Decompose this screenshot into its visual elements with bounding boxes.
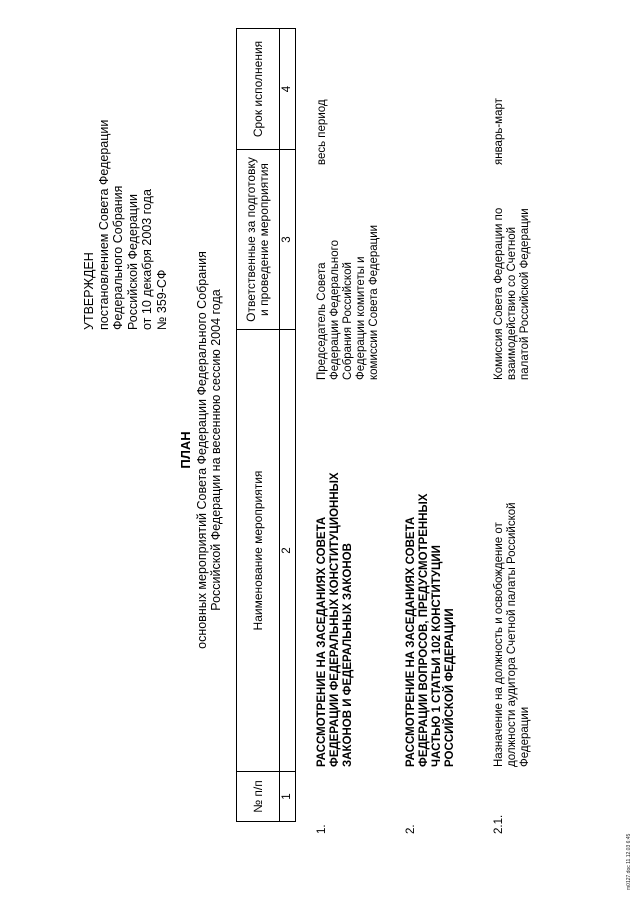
column-number: 4: [280, 29, 296, 150]
column-number: 3: [280, 150, 296, 330]
approval-line: Федерального Собрания: [111, 185, 125, 330]
file-reference: m0127.doc 11.12.03 6:45: [626, 833, 632, 890]
row-number: 2.1.: [493, 814, 505, 834]
row-event-name: Назначение на должность и освобождение от должности аудитора Счетной палаты Российской Федерации: [493, 502, 531, 767]
header-number: № п/п: [237, 772, 280, 822]
row-deadline: январь-март: [493, 98, 505, 165]
header-event-name: Наименование мероприятия: [237, 330, 280, 772]
plan-table-header: [236, 28, 296, 822]
subtitle-line: Российской Федерации на весеннюю сессию 2004 года: [209, 289, 223, 611]
approval-line: постановлением Совета Федерации: [96, 119, 111, 330]
subtitle-line: основных мероприятий Совета Федерации Федерального Собрания: [195, 251, 209, 649]
row-number: 2.: [405, 824, 417, 834]
row-responsible: Комиссия Совета Федерации по взаимодействию со Счетной палатой Российской Федерации: [493, 207, 531, 380]
header-deadline: Срок исполнения: [237, 29, 280, 150]
document-title: ПЛАН: [178, 431, 193, 469]
row-number: 1.: [316, 824, 328, 834]
row-event-name: РАССМОТРЕНИЕ НА ЗАСЕДАНИЯХ СОВЕТА ФЕДЕРАЦИИ ФЕДЕРАЛЬНЫХ КОНСТИТУЦИОННЫХ ЗАКОНОВ И ФЕДЕРАЛЬНЫХ ЗАКОНОВ: [316, 472, 354, 767]
approval-line: УТВЕРЖДЕН: [82, 252, 96, 330]
row-deadline: весь период: [316, 99, 328, 165]
column-number: 2: [280, 330, 296, 772]
header-responsible: Ответственные за подготовку и проведение мероприятия: [237, 150, 280, 330]
row-responsible: Председатель Совета Федерации Федерального Собрания Российской Федерации комитеты и комиссии Совета Федерации: [316, 224, 380, 380]
approval-line: Российской Федерации: [125, 194, 140, 330]
row-event-name: РАССМОТРЕНИЕ НА ЗАСЕДАНИЯХ СОВЕТА ФЕДЕРАЦИИ ВОПРОСОВ, ПРЕДУСМОТРЕННЫХ ЧАСТЬЮ 1 СТАТЬИ 102 КОНСТИТУЦИИ РОССИЙСКОЙ ФЕДЕРАЦИИ: [405, 493, 456, 767]
approval-line: № 359-СФ: [154, 269, 169, 330]
approval-stamp: [82, 30, 169, 330]
approval-line: от 10 декабря 2003 года: [140, 189, 154, 330]
column-number: 1: [280, 772, 296, 822]
document-subtitle: [195, 150, 223, 750]
